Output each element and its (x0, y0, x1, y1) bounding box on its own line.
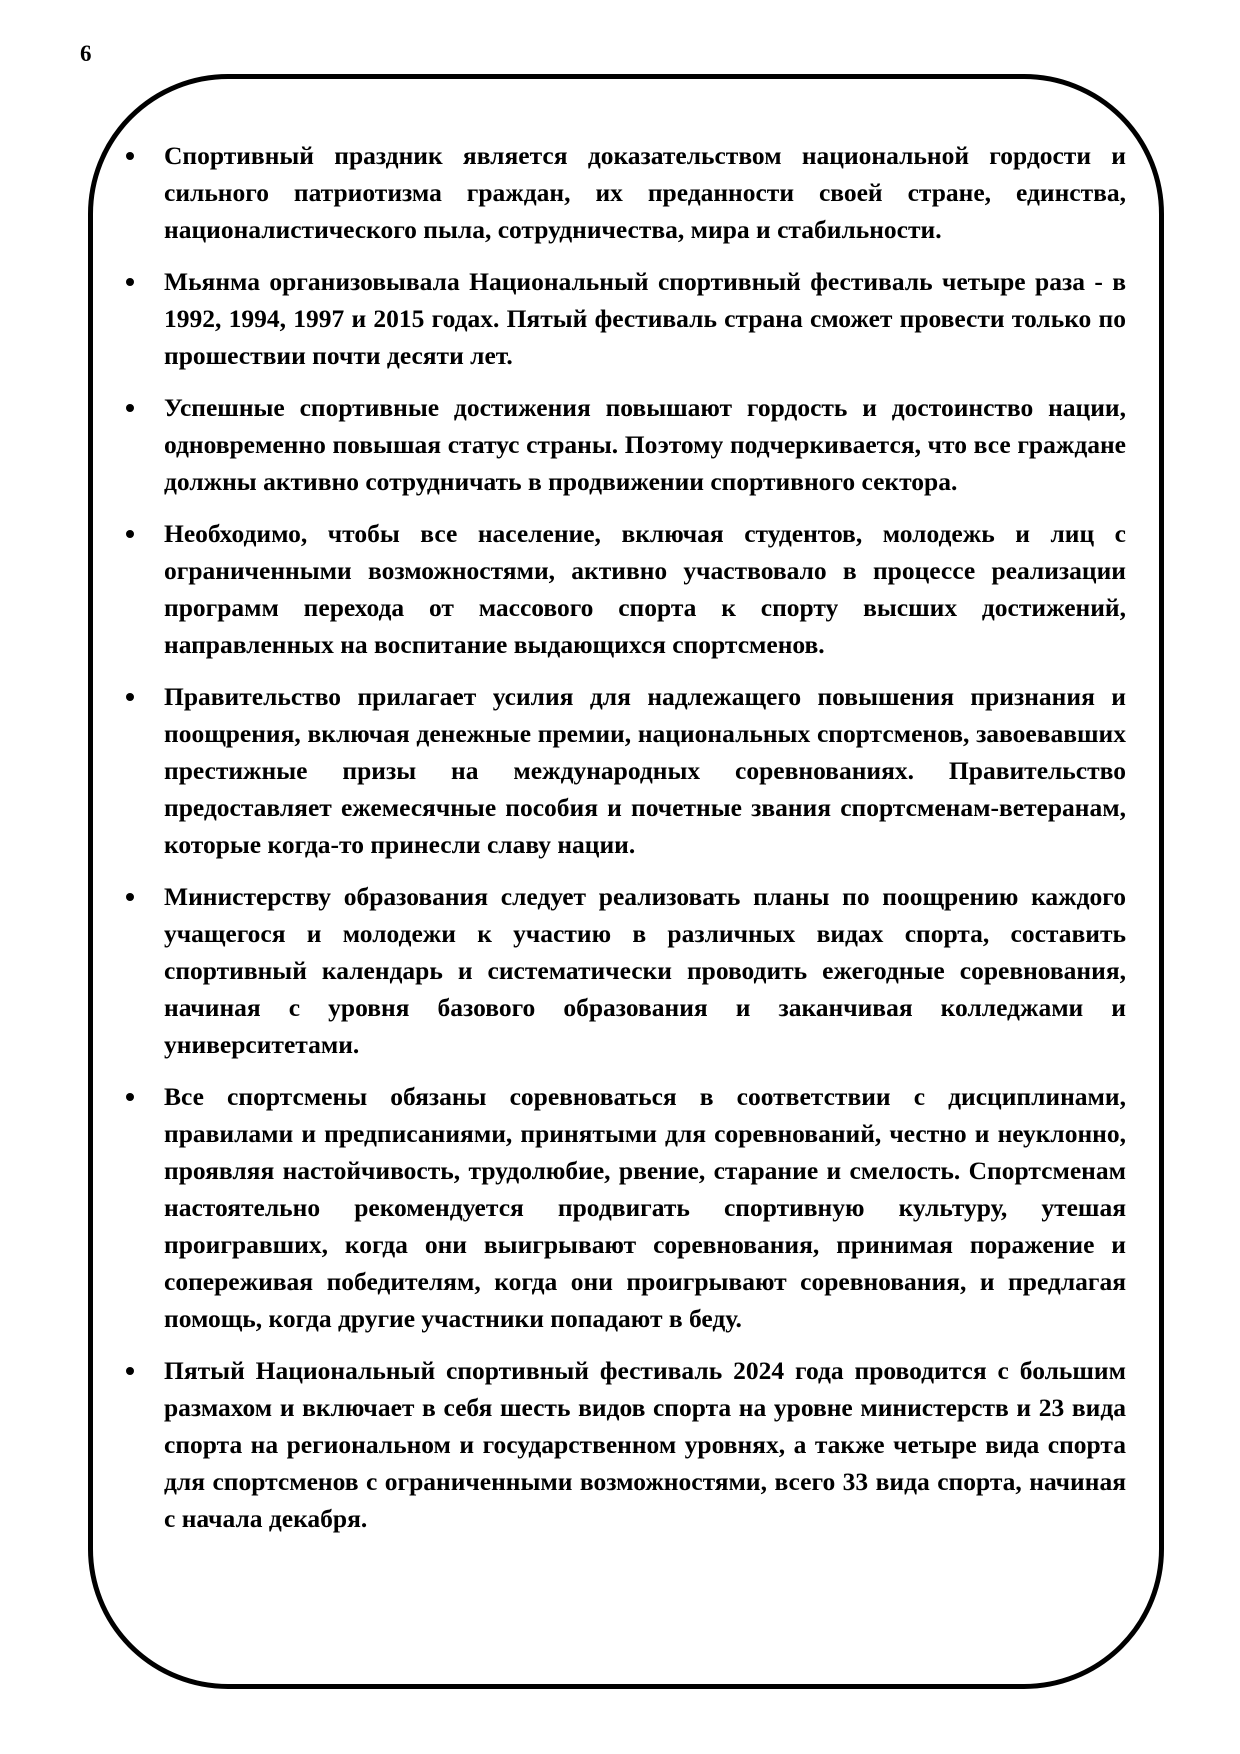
bullet-item-7: Все спортсмены обязаны соревноваться в соответствии с дисциплинами, правилами и предписаниями, принятыми для соревнований, честно и неуклонно, проявляя настойчивость, трудолюбие, рвение, старание и смелость. Спортсменам настоятельно рекомендуется продвигать спортивную культуру, утешая проигравших, когда они выигрывают соревнования, принимая поражение и сопереживая победителям, когда они проигрывают соревнования, и предлагая помощь, когда другие участники попадают в беду. (120, 1078, 1126, 1337)
bullet-item-5: Правительство прилагает усилия для надлежащего повышения признания и поощрения, включая денежные премии, национальных спортсменов, завоевавших престижные призы на международных соревнованиях. Правительство предоставляет ежемесячные пособия и почетные звания спортсменам-ветеранам, которые когда-то принесли славу нации. (120, 678, 1126, 863)
bullet-list (120, 137, 1126, 1552)
bullet-item-4: Необходимо, чтобы все население, включая студентов, молодежь и лиц с ограниченными возможностями, активно участвовало в процессе реализации программ перехода от массового спорта к спорту высших достижений, направленных на воспитание выдающихся спортсменов. (120, 515, 1126, 663)
bullet-item-6: Министерству образования следует реализовать планы по поощрению каждого учащегося и молодежи к участию в различных видах спорта, составить спортивный календарь и систематически проводить ежегодные соревнования, начиная с уровня базового образования и заканчивая колледжами и университетами. (120, 878, 1126, 1063)
bullet-item-8: Пятый Национальный спортивный фестиваль 2024 года проводится с большим размахом и включает в себя шесть видов спорта на уровне министерств и 23 вида спорта на региональном и государственном уровнях, а также четыре вида спорта для спортсменов с ограниченными возможностями, всего 33 вида спорта, начиная с начала декабря. (120, 1352, 1126, 1537)
bullet-item-2: Мьянма организовывала Национальный спортивный фестиваль четыре раза - в 1992, 1994, 1997 и 2015 годах. Пятый фестиваль страна сможет провести только по прошествии почти десяти лет. (120, 263, 1126, 374)
page-number: 6 (80, 41, 92, 66)
bullet-item-1: Спортивный праздник является доказательством национальной гордости и сильного патриотизма граждан, их преданности своей стране, единства, националистического пыла, сотрудничества, мира и стабильности. (120, 137, 1126, 248)
bullet-item-3: Успешные спортивные достижения повышают гордость и достоинство нации, одновременно повышая статус страны. Поэтому подчеркивается, что все граждане должны активно сотрудничать в продвижении спортивного сектора. (120, 389, 1126, 500)
